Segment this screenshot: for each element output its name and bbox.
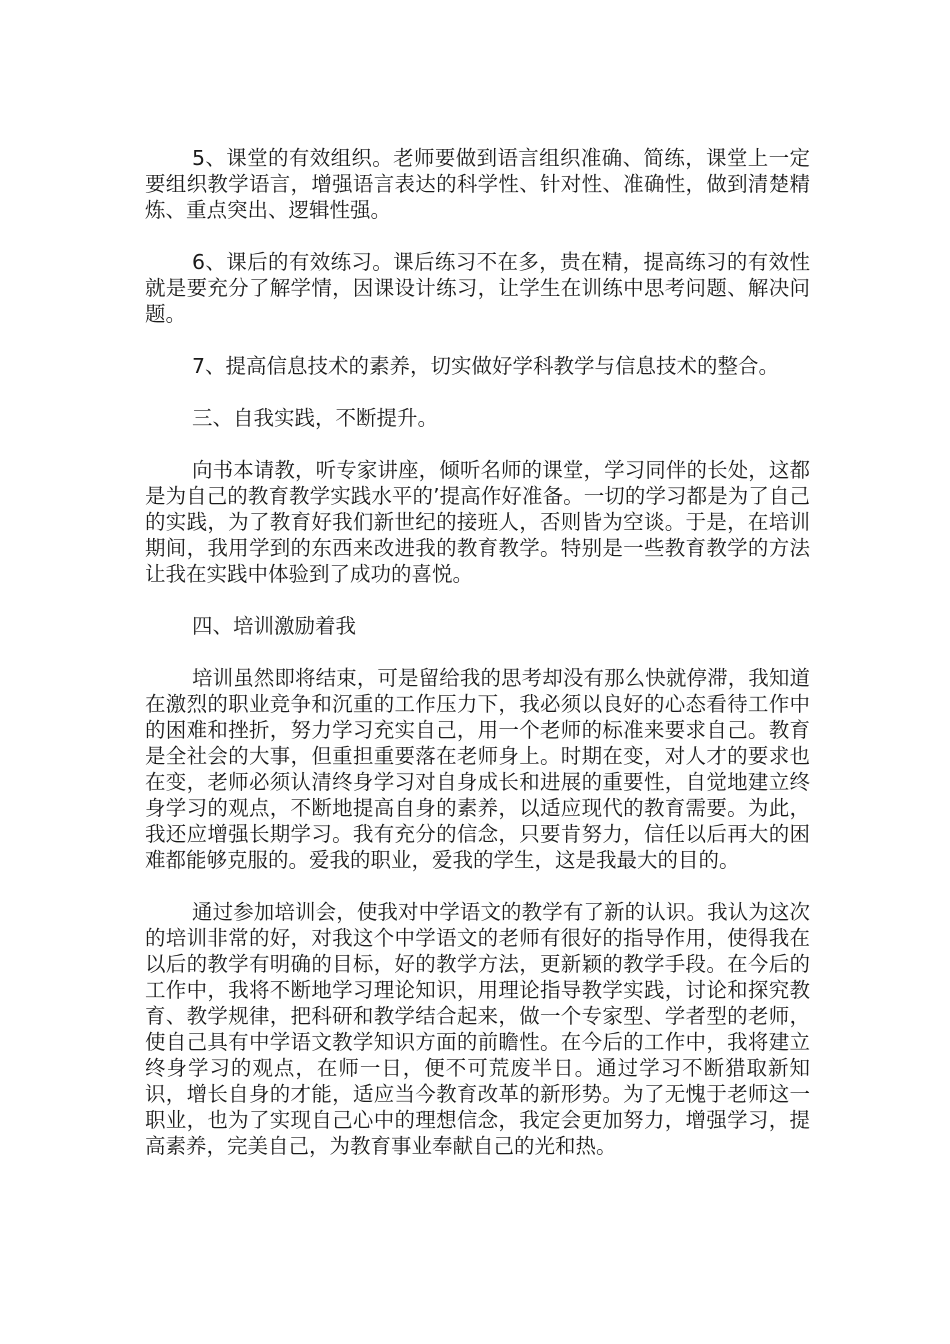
section-heading-training-motivation: 四、培训激励着我 (192, 614, 356, 638)
paragraph-self-practice: 向书本请教，听专家讲座，倾听名师的课堂，学习同伴的长处，这都是为自己的教育教学实践水平的’提高作好准备。一切的学习都是为了自己的实践，为了教育好我们新世纪的接班人，否则皆为空谈。于是，在培训期间，我用学到的东西来改进我的教育教学。特别是一些教育教学的方法让我在实践中体验到了成功的喜悦。 (145, 458, 810, 586)
paragraph-after-class-practice: 6、课后的有效练习。课后练习不在多，贵在精，提高练习的有效性就是要充分了解学情，因课设计练习，让学生在训练中思考问题、解决问题。 (145, 250, 810, 326)
paragraph-classroom-organization: 5、课堂的有效组织。老师要做到语言组织准确、简练，课堂上一定要组织教学语言，增强语言表达的科学性、针对性、准确性，做到清楚精炼、重点突出、逻辑性强。 (145, 146, 810, 222)
paragraph-information-technology: 7、提高信息技术的素养，切实做好学科教学与信息技术的整合。 (192, 354, 780, 378)
paragraph-conclusion: 通过参加培训会，使我对中学语文的教学有了新的认识。我认为这次的培训非常的好，对我这个中学语文的老师有很好的指导作用，使得我在以后的教学有明确的目标，好的教学方法，更新颖的教学手段。在今后的工作中，我将不断地学习理论知识，用理论指导教学实践，讨论和探究教育、教学规律，把科研和教学结合起来，做一个专家型、学者型的老师，使自己具有中学语文教学知识方面的前瞻性。在今后的工作中，我将建立终身学习的观点，在师一日，便不可荒废半日。通过学习不断猎取新知识，增长自身的才能，适应当今教育改革的新形势。为了无愧于老师这一职业，也为了实现自己心中的理想信念，我定会更加努力，增强学习，提高素养，完美自己，为教育事业奉献自己的光和热。 (145, 900, 810, 1158)
paragraph-training-motivation: 培训虽然即将结束，可是留给我的思考却没有那么快就停滞，我知道在激烈的职业竞争和沉重的工作压力下，我必须以良好的心态看待工作中的困难和挫折，努力学习充实自己，用一个老师的标准来要求自己。教育是全社会的大事，但重担重要落在老师身上。时期在变，对人才的要求也在变，老师必须认清终身学习对自身成长和进展的重要性，自觉地建立终身学习的观点，不断地提高自身的素养，以适应现代的教育需要。为此，我还应增强长期学习。我有充分的信念，只要肯努力，信任以后再大的困难都能够克服的。爱我的职业，爱我的学生，这是我最大的目的。 (145, 666, 810, 872)
section-heading-self-practice: 三、自我实践，不断提升。 (192, 406, 438, 430)
document-page (145, 145, 810, 1185)
